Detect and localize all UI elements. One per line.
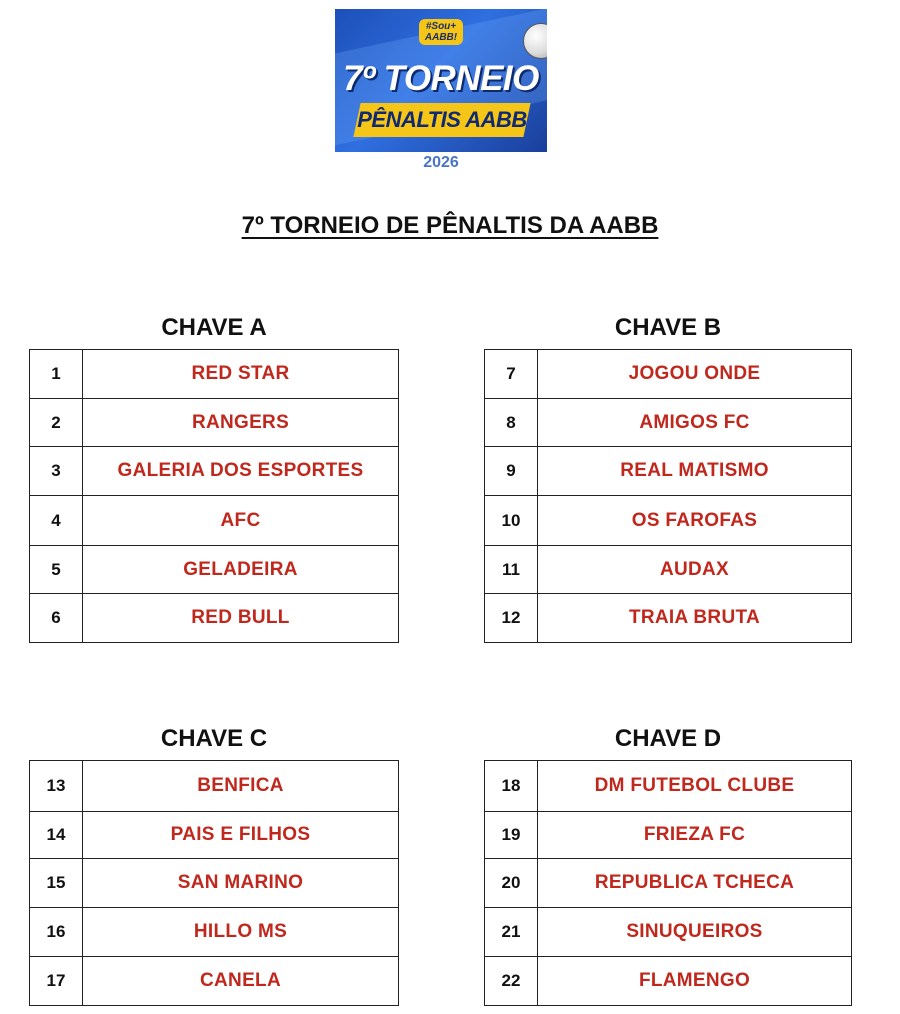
team-name: AMIGOS FC	[538, 399, 852, 447]
team-name: AUDAX	[538, 546, 852, 594]
team-number: 9	[485, 447, 538, 496]
table-row	[30, 812, 399, 859]
banner-subtitle: PÊNALTIS AABB	[357, 107, 527, 132]
team-name: GELADEIRA	[83, 546, 399, 594]
banner-title: 7º TORNEIO	[343, 59, 539, 98]
team-number: 19	[485, 812, 538, 859]
group-b-table	[484, 349, 852, 643]
table-row	[485, 908, 852, 957]
team-number: 15	[30, 859, 83, 908]
team-name: JOGOU ONDE	[538, 350, 852, 399]
team-number: 5	[30, 546, 83, 594]
team-number: 22	[485, 957, 538, 1006]
team-name: OS FAROFAS	[538, 496, 852, 546]
team-name: PAIS E FILHOS	[83, 812, 399, 859]
group-d-table	[484, 760, 852, 1006]
table-row	[30, 496, 399, 546]
group-d-title: CHAVE D	[614, 725, 722, 752]
group-a-table	[29, 349, 399, 643]
team-name: FLAMENGO	[538, 957, 852, 1006]
team-number: 7	[485, 350, 538, 399]
team-name: SINUQUEIROS	[538, 908, 852, 957]
team-name: GALERIA DOS ESPORTES	[83, 447, 399, 496]
group-a-title: CHAVE A	[161, 314, 267, 341]
page-title	[0, 212, 900, 240]
team-number: 4	[30, 496, 83, 546]
banner-badge: #Sou+ AABB!	[419, 19, 463, 45]
table-row	[485, 447, 852, 496]
team-name: REPUBLICA TCHECA	[538, 859, 852, 908]
table-row	[485, 761, 852, 812]
team-number: 14	[30, 812, 83, 859]
team-name: HILLO MS	[83, 908, 399, 957]
team-name: SAN MARINO	[83, 859, 399, 908]
team-name: REAL MATISMO	[538, 447, 852, 496]
table-row	[30, 761, 399, 812]
table-row	[30, 594, 399, 643]
table-row	[485, 957, 852, 1006]
team-number: 18	[485, 761, 538, 812]
table-row	[30, 546, 399, 594]
team-name: RED STAR	[83, 350, 399, 399]
table-row	[485, 399, 852, 447]
group-c-table	[29, 760, 399, 1006]
team-number: 13	[30, 761, 83, 812]
table-row	[30, 908, 399, 957]
banner-subtitle-box	[353, 103, 530, 137]
team-name: BENFICA	[83, 761, 399, 812]
group-b-title: CHAVE B	[614, 314, 722, 341]
table-row	[30, 399, 399, 447]
team-number: 17	[30, 957, 83, 1006]
team-name: AFC	[83, 496, 399, 546]
team-name: DM FUTEBOL CLUBE	[538, 761, 852, 812]
table-row	[30, 447, 399, 496]
team-number: 20	[485, 859, 538, 908]
team-number: 6	[30, 594, 83, 643]
tournament-banner	[335, 9, 547, 152]
team-name: RANGERS	[83, 399, 399, 447]
team-number: 10	[485, 496, 538, 546]
banner-year: 2026	[423, 154, 459, 171]
table-row	[30, 859, 399, 908]
group-c-title: CHAVE C	[160, 725, 268, 752]
team-number: 8	[485, 399, 538, 447]
table-row	[485, 859, 852, 908]
team-name: RED BULL	[83, 594, 399, 643]
page-title-text: 7º TORNEIO DE PÊNALTIS DA AABB	[241, 212, 659, 239]
team-number: 2	[30, 399, 83, 447]
team-number: 3	[30, 447, 83, 496]
table-row	[30, 350, 399, 399]
table-row	[485, 496, 852, 546]
team-name: CANELA	[83, 957, 399, 1006]
team-name: FRIEZA FC	[538, 812, 852, 859]
team-number: 1	[30, 350, 83, 399]
team-number: 21	[485, 908, 538, 957]
team-name: TRAIA BRUTA	[538, 594, 852, 643]
table-row	[30, 957, 399, 1006]
table-row	[485, 350, 852, 399]
table-row	[485, 812, 852, 859]
table-row	[485, 594, 852, 643]
team-number: 12	[485, 594, 538, 643]
table-row	[485, 546, 852, 594]
team-number: 11	[485, 546, 538, 594]
team-number: 16	[30, 908, 83, 957]
